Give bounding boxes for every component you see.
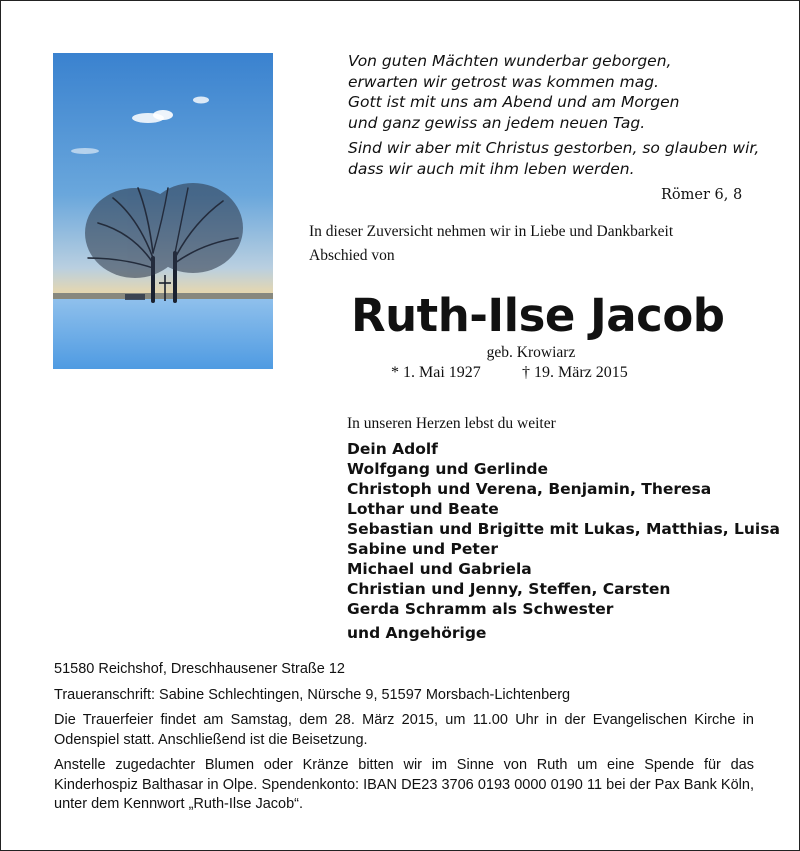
mourner-entry: Dein Adolf [347,440,438,458]
mourner-entry: Christian und Jenny, Steffen, Carsten [347,580,671,598]
verse-line: Von guten Mächten wunderbar geborgen, [348,52,672,70]
birth-name: geb. Krowiarz [486,344,576,361]
farewell-intro-line: Abschied von [309,247,395,264]
obituary-footer [54,660,754,821]
verse-line: Sind wir aber mit Christus gestorben, so glauben wir, [348,139,760,157]
funeral-service-info: Die Trauerfeier findet am Samstag, dem 28. März 2015, um 11.00 Uhr in der Evangelischen Kirche in Odenspiel statt. Anschließend ist die Beisetzung. [54,712,754,748]
donation-request: Anstelle zugedachter Blumen oder Kränze bitten wir im Sinne von Ruth um eine Spende für das Kinderhospiz Balthasar in Olpe. Spendenkonto: IBAN DE23 3706 0193 0000 0190 11 bei der Pax Bank Köln, unter dem Kennwort „Ruth-Ilse Jacob“. [54,757,754,812]
verse-line: erwarten wir getrost was kommen mag. [348,72,659,91]
verse-line: und ganz gewiss an jedem neuen Tag. [348,113,646,132]
verse-reference: Römer 6, 8 [661,187,743,203]
mourners-closing: und Angehörige [347,624,487,642]
winter-tree-photo [53,53,273,369]
farewell-intro-line: In dieser Zuversicht nehmen wir in Liebe und Dankbarkeit [309,223,674,240]
deceased-name: Ruth-Ilse Jacob [351,289,725,342]
mourner-entry: Sabine und Peter [347,540,498,558]
verse-line: Gott ist mit uns am Abend und am Morgen [348,93,680,111]
mourner-entry: Gerda Schramm als Schwester [347,600,614,618]
farewell-intro [309,220,673,268]
bible-verse [348,51,759,179]
mourning-address: Traueranschrift: Sabine Schlechtingen, Nürsche 9, 51597 Morsbach-Lichtenberg [54,686,571,703]
mourner-entry: Wolfgang und Gerlinde [347,460,549,478]
mourner-entry: Michael und Gabriela [347,560,532,578]
mourners-intro: In unseren Herzen lebst du weiter [347,415,556,432]
mourners-list [347,439,780,643]
life-dates [391,364,628,382]
mourner-entry: Lothar und Beate [347,500,499,518]
residence-address: 51580 Reichshof, Dreschhausener Straße 12 [54,661,345,677]
winter-tree-image [53,53,273,369]
mourner-entry: Christoph und Verena, Benjamin, Theresa [347,480,712,498]
birth-date: * 1. Mai 1927 [391,364,481,381]
mourner-entry: Sebastian und Brigitte mit Lukas, Matthias, Luisa [347,520,780,538]
death-date: † 19. März 2015 [522,364,628,381]
verse-line: dass wir auch mit ihm leben werden. [348,159,635,178]
